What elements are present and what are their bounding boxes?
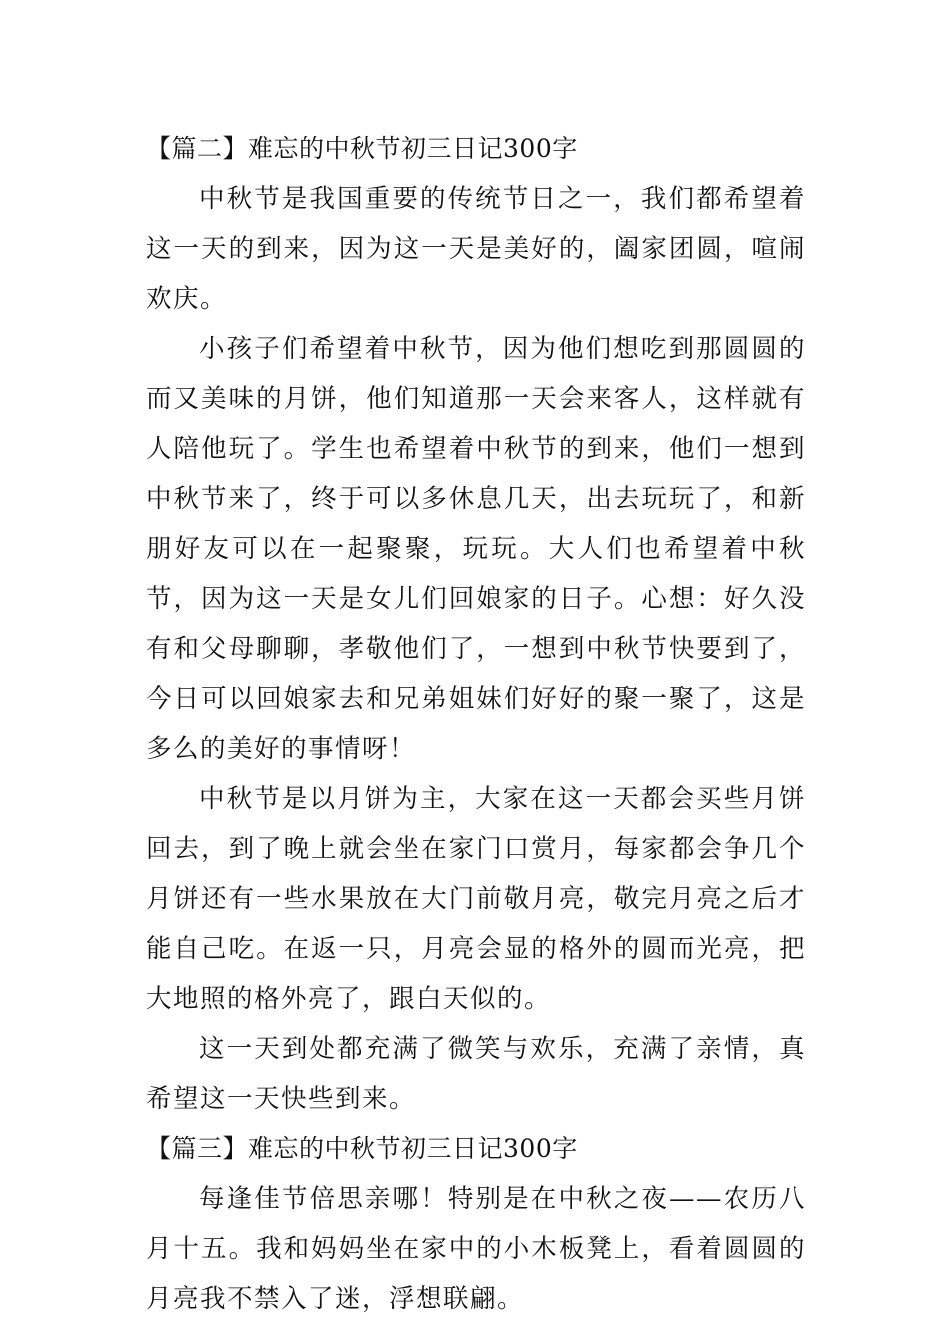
paragraph: 中秋节是以月饼为主，大家在这一天都会买些月饼回去，到了晚上就会坐在家门口赏月，每家都会争几个月饼还有一些水果放在大门前敬月亮，敬完月亮之后才能自己吃。在返一只，月亮会显的格外的圆而光亮，把大地照的格外亮了，跟白天似的。 (146, 784, 806, 1014)
section-heading-2: 【篇二】难忘的中秋节初三日记300字 (146, 134, 578, 163)
section-heading-3: 【篇三】难忘的中秋节初三日记300字 (146, 1134, 578, 1163)
paragraph: 中秋节是我国重要的传统节日之一，我们都希望着这一天的到来，因为这一天是美好的，阖家团圆，喧闹欢庆。 (146, 184, 806, 314)
paragraph: 每逢佳节倍思亲哪！特别是在中秋之夜——农历八月十五。我和妈妈坐在家中的小木板凳上，看着圆圆的月亮我不禁入了迷，浮想联翩。 (146, 1184, 806, 1314)
document-body (146, 124, 806, 1324)
paragraph: 小孩子们希望着中秋节，因为他们想吃到那圆圆的而又美味的月饼，他们知道那一天会来客人，这样就有人陪他玩了。学生也希望着中秋节的到来，他们一想到中秋节来了，终于可以多休息几天，出去玩玩了，和新朋好友可以在一起聚聚，玩玩。大人们也希望着中秋节，因为这一天是女儿们回娘家的日子。心想：好久没有和父母聊聊，孝敬他们了，一想到中秋节快要到了，今日可以回娘家去和兄弟姐妹们好好的聚一聚了，这是多么的美好的事情呀！ (146, 334, 806, 764)
paragraph: 这一天到处都充满了微笑与欢乐，充满了亲情，真希望这一天快些到来。 (146, 1034, 806, 1114)
